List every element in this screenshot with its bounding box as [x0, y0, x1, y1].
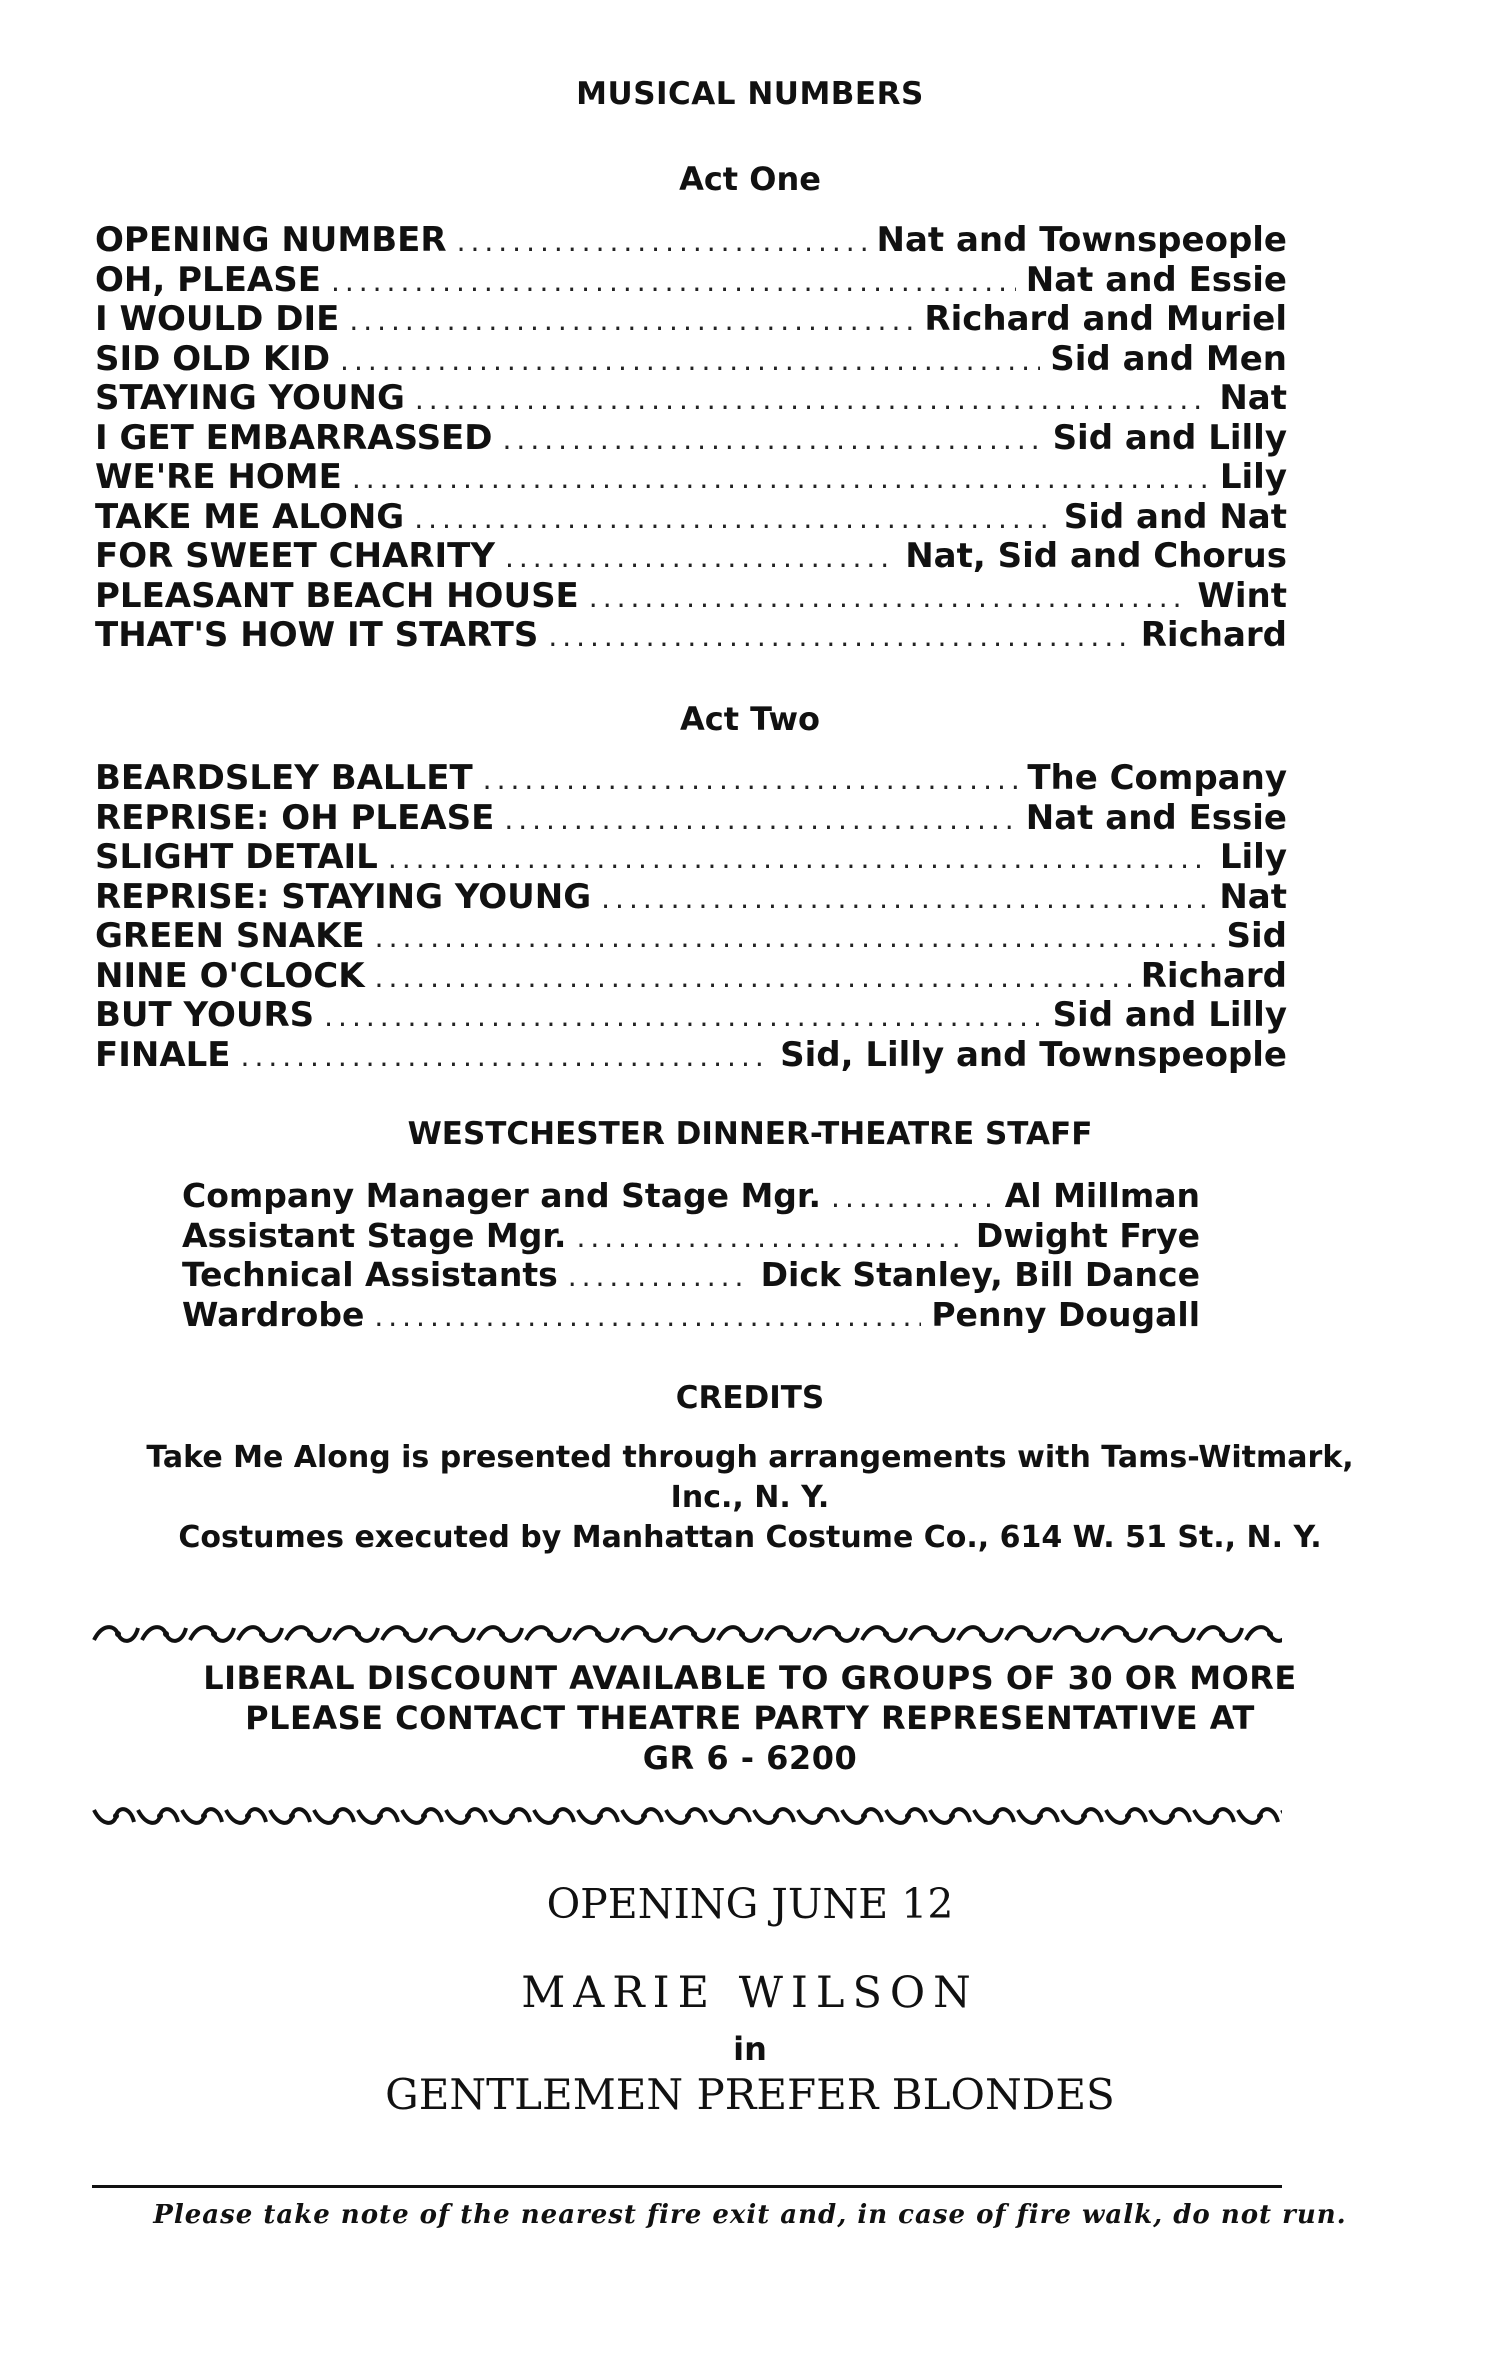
song-title: THAT'S HOW IT STARTS — [95, 615, 539, 655]
staff-role: Assistant Stage Mgr. — [182, 1215, 567, 1255]
staff-role: Wardrobe — [182, 1294, 365, 1334]
list-item — [95, 536, 1287, 576]
list-item — [95, 798, 1287, 838]
performers: Sid — [1226, 916, 1287, 956]
dot-leader — [324, 1000, 1042, 1033]
staff-heading: WESTCHESTER DINNER-THEATRE STAFF — [407, 1116, 1093, 1152]
performers: Lily — [1219, 457, 1287, 497]
performers: Richard and Muriel — [924, 299, 1287, 339]
list-item — [95, 576, 1287, 616]
dot-leader — [415, 383, 1209, 416]
song-title: TAKE ME ALONG — [95, 496, 405, 537]
credits-heading: CREDITS — [675, 1380, 825, 1416]
song-title: WE'RE HOME — [95, 457, 342, 497]
act-two-heading: Act Two — [679, 700, 821, 738]
dot-leader — [331, 265, 1016, 298]
list-item — [95, 1035, 1287, 1075]
song-title: NINE O'CLOCK — [95, 955, 365, 996]
opening-date: OPENING JUNE 12 — [546, 1880, 954, 1928]
performers: Sid, Lilly and Townspeople — [780, 1034, 1287, 1075]
list-item — [95, 995, 1287, 1035]
discount-notice-line: LIBERAL DISCOUNT AVAILABLE TO GROUPS OF 30 OR MORE — [203, 1659, 1297, 1697]
performers: Nat, Sid and Chorus — [905, 536, 1287, 576]
dot-leader — [568, 1260, 751, 1293]
act-one-heading: Act One — [679, 160, 821, 198]
list-item — [95, 837, 1287, 877]
staff-name: Dick Stanley, Bill Dance — [760, 1255, 1200, 1294]
song-title: BUT YOURS — [95, 995, 315, 1035]
performers: Sid and Nat — [1063, 496, 1287, 537]
dot-leader — [374, 1300, 921, 1333]
song-title: REPRISE: OH PLEASE — [95, 797, 495, 838]
dot-leader — [483, 763, 1018, 796]
credits-line: Costumes executed by Manhattan Costume Co., 614 W. 51 St., N. Y. — [178, 1520, 1322, 1555]
performers: Richard — [1140, 615, 1287, 655]
list-item — [95, 758, 1287, 798]
in-connector: in — [733, 2030, 767, 2068]
list-item — [95, 339, 1287, 379]
list-item — [95, 299, 1287, 339]
staff-list — [182, 1176, 1200, 1334]
dot-leader — [349, 304, 914, 337]
performers: Nat — [1219, 876, 1287, 917]
act-two-list — [95, 758, 1287, 1074]
show-title: GENTLEMEN PREFER BLONDES — [385, 2070, 1115, 2119]
dot-leader — [388, 842, 1210, 875]
credits-line: Inc., N. Y. — [670, 1480, 830, 1515]
dot-leader — [340, 344, 1040, 377]
performers: Sid and Lilly — [1052, 417, 1287, 458]
divider-rule — [92, 2185, 1282, 2188]
dot-leader — [352, 462, 1210, 495]
song-title: I GET EMBARRASSED — [95, 417, 493, 458]
song-title: I WOULD DIE — [95, 299, 340, 339]
discount-notice-line: PLEASE CONTACT THEATRE PARTY REPRESENTATIVE AT — [245, 1699, 1255, 1737]
list-item — [95, 956, 1287, 996]
list-item — [95, 497, 1287, 537]
act-one-list — [95, 220, 1287, 655]
list-item — [95, 916, 1287, 956]
staff-role: Company Manager and Stage Mgr. — [182, 1176, 822, 1215]
song-title: FINALE — [95, 1034, 231, 1075]
song-title: BEARDSLEY BALLET — [95, 758, 473, 798]
dot-leader — [548, 620, 1130, 653]
performers: Richard — [1140, 955, 1287, 996]
fire-exit-notice: Please take note of the nearest fire exit and, in case of fire walk, do not run. — [153, 2200, 1347, 2230]
list-item — [95, 220, 1287, 260]
dot-leader — [457, 225, 867, 258]
list-item — [182, 1216, 1200, 1256]
dot-leader — [576, 1221, 965, 1254]
performers: Lily — [1219, 837, 1287, 877]
dot-leader — [505, 541, 895, 574]
song-title: STAYING YOUNG — [95, 378, 405, 418]
performers: Wint — [1197, 575, 1287, 616]
performers: Sid and Men — [1050, 338, 1287, 379]
ornamental-border-top — [92, 1620, 1282, 1648]
song-title: GREEN SNAKE — [95, 916, 365, 956]
list-item — [95, 418, 1287, 458]
list-item — [95, 615, 1287, 655]
credits-line: Take Me Along is presented through arrangements with Tams-Witmark, — [146, 1440, 1354, 1475]
song-title: REPRISE: STAYING YOUNG — [95, 876, 592, 917]
list-item — [95, 877, 1287, 917]
song-title: SID OLD KID — [95, 338, 331, 379]
song-title: SLIGHT DETAIL — [95, 837, 378, 877]
performers: Nat and Essie — [1025, 259, 1287, 300]
song-title: OH, PLEASE — [95, 259, 321, 300]
list-item — [182, 1255, 1200, 1295]
dot-leader — [503, 423, 1043, 456]
dot-leader — [414, 502, 1053, 535]
list-item — [182, 1295, 1200, 1335]
dot-leader — [375, 921, 1217, 954]
song-title: FOR SWEET CHARITY — [95, 536, 495, 576]
ornamental-border-bottom — [92, 1802, 1282, 1830]
list-item — [95, 378, 1287, 418]
dot-leader — [601, 882, 1209, 915]
dot-leader — [241, 1040, 771, 1073]
performers: The Company — [1027, 758, 1287, 798]
song-title: OPENING NUMBER — [95, 220, 447, 260]
list-item — [95, 457, 1287, 497]
dot-leader — [375, 961, 1131, 994]
staff-name: Penny Dougall — [931, 1294, 1200, 1334]
staff-name: Al Millman — [1004, 1176, 1200, 1215]
dot-leader — [831, 1181, 995, 1214]
list-item — [95, 260, 1287, 300]
song-title: PLEASANT BEACH HOUSE — [95, 575, 579, 616]
performers: Nat and Essie — [1025, 797, 1287, 838]
staff-name: Dwight Frye — [975, 1215, 1200, 1255]
list-item — [182, 1176, 1200, 1216]
performers: Nat and Townspeople — [876, 220, 1287, 260]
performers: Sid and Lilly — [1052, 995, 1287, 1035]
musical-numbers-title: MUSICAL NUMBERS — [576, 76, 924, 112]
staff-role: Technical Assistants — [182, 1255, 558, 1294]
performers: Nat — [1219, 378, 1287, 418]
phone-number: GR 6 - 6200 — [642, 1739, 858, 1777]
dot-leader — [589, 581, 1188, 614]
star-name: MARIE WILSON — [521, 1968, 979, 2018]
dot-leader — [504, 803, 1015, 836]
